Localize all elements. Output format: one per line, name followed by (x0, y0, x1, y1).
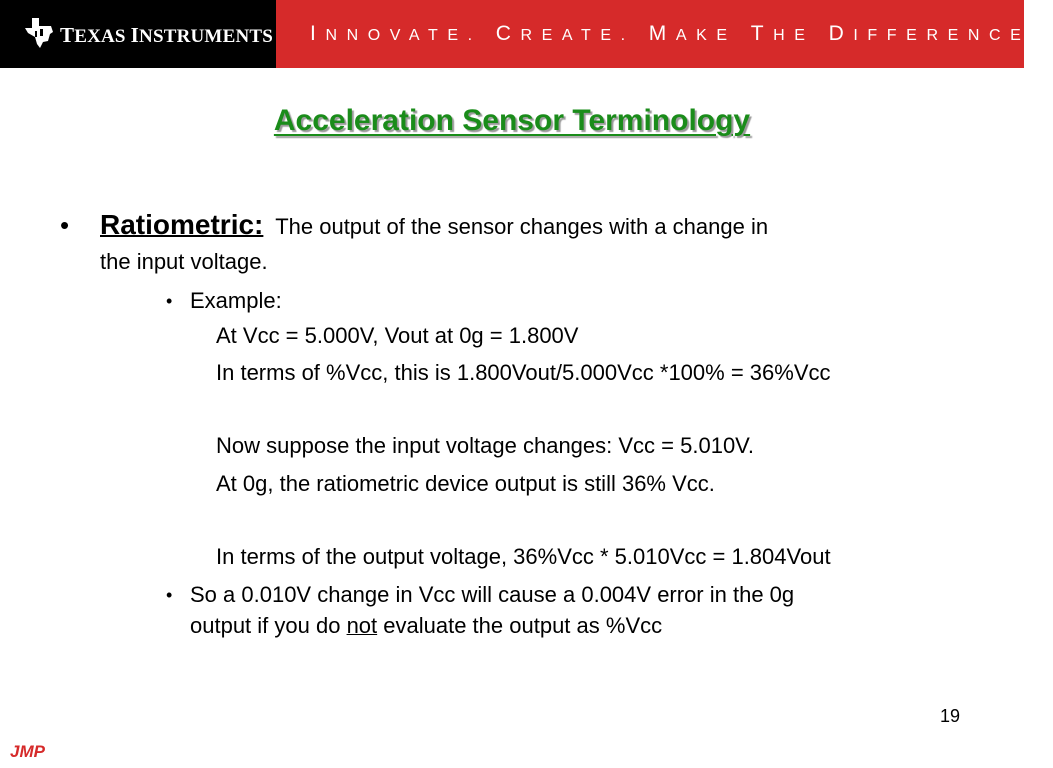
logo-wordmark: TEXAS INSTRUMENTS (60, 23, 274, 47)
slide-title: Acceleration Sensor Terminology (273, 104, 751, 137)
header-banner (0, 0, 1053, 68)
ratiometric-desc-line2: the input voltage. (100, 249, 268, 274)
texas-state-icon (24, 17, 54, 49)
tagline: INNOVATE. CREATE. MAKE THE DIFFERENCE.™ (310, 20, 1053, 45)
ratiometric-desc-line1: The output of the sensor changes with a change in (275, 214, 769, 239)
tagline-banner (276, 0, 1053, 68)
sub-bullet-marker: • (166, 585, 173, 605)
example-line: At 0g, the ratiometric device output is still 36% Vcc. (216, 471, 715, 496)
conclusion-line1: So a 0.010V change in Vcc will cause a 0.004V error in the 0g (190, 582, 795, 607)
page-number: 19 (940, 706, 961, 726)
ti-logo (0, 0, 276, 68)
example-label: Example: (190, 288, 282, 313)
example-line: In terms of the output voltage, 36%Vcc * 5.010Vcc = 1.804Vout (216, 544, 831, 569)
emphasis-not: not (346, 613, 378, 638)
sub-bullet-marker: • (166, 291, 173, 311)
example-line: In terms of %Vcc, this is 1.800Vout/5.000Vcc *100% = 36%Vcc (216, 360, 831, 385)
conclusion-line2: output if you do not evaluate the output as %Vcc (190, 613, 663, 638)
ratiometric-definition (100, 211, 768, 241)
bullet-marker: • (60, 210, 70, 240)
example-line: Now suppose the input voltage changes: Vcc = 5.010V. (216, 433, 754, 458)
trademark-mark: ™ (1044, 20, 1053, 29)
ratiometric-label: Ratiometric: (100, 209, 264, 240)
example-line: At Vcc = 5.000V, Vout at 0g = 1.800V (216, 323, 579, 348)
author-initials: JMP (10, 742, 45, 761)
